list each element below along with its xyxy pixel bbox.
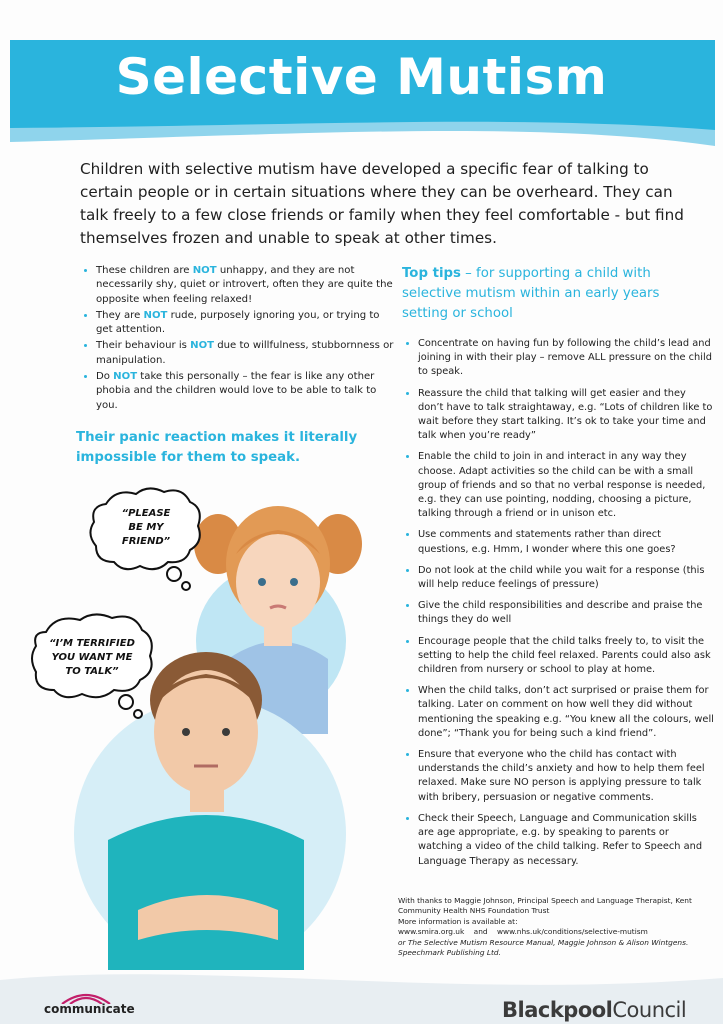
link-smira[interactable]: www.smira.org.uk <box>398 927 465 937</box>
fact-item: • Their behaviour is NOT due to willfulness, stubbornness or manipulation. <box>96 339 396 368</box>
boy-bubble-line: “I’M TERRIFIED <box>49 638 135 649</box>
communicate-logo-text: communicate <box>44 1002 135 1016</box>
credits-links: www.smira.org.uk and www.nhs.uk/conditions/selective-mutism <box>398 927 648 937</box>
fact-item: • These children are NOT unhappy, and they are not necessarily shy, quiet or introvert, often they are quite the opposite when feeling relaxed! <box>96 264 396 307</box>
intro-paragraph: Children with selective mutism have developed a specific fear of talking to certain people or in certain situations where they can be overheard. They can talk freely to a few close friends or family when they feel comfortable - but find themselves frozen and unable to speak at other times. <box>80 160 684 247</box>
tip-item: • Use comments and statements rather than direct questions, e.g. Hmm, I wonder where this one goes? <box>418 528 714 556</box>
credits <box>398 896 708 958</box>
link-nhs[interactable]: www.nhs.uk/conditions/selective-mutism <box>496 927 648 937</box>
girl-bubble-line: BE MY <box>128 522 164 533</box>
tip-item: • Encourage people that the child talks freely to, to visit the setting to help the child feel relaxed. Parents could also ask children from nursery or school to play at home. <box>418 635 714 678</box>
tip-item: • Enable the child to join in and interact in any way they choose. Adapt activities so the child can be with a small group of friends and so that no verbal response is needed, e.g. they can use pointing, nodding, choosing a picture, talking through a friend or in unison etc. <box>418 450 714 521</box>
girl-bubble-line: FRIEND” <box>121 536 171 547</box>
boy-bubble-line: TO TALK” <box>65 666 119 677</box>
tips-list <box>402 337 714 876</box>
tip-item: • Check their Speech, Language and Communication skills are age appropriate, e.g. by speaking to parents or watching a video of the child talking. Refer to Speech and Language Therapy as necessary. <box>418 812 714 869</box>
boy-bubble-line: YOU WANT ME <box>51 652 133 663</box>
banner-wave <box>10 112 715 152</box>
girl-bubble-line: “PLEASE <box>121 508 171 519</box>
tip-item: • Reassure the child that talking will get easier and they don’t have to talk straightaway, e.g. “Lots of children like to wait before they start talking. It’s ok to take your time and talk when you’re ready” <box>418 387 714 444</box>
credits-resource-manual: or The Selective Mutism Resource Manual, Maggie Johnson & Alison Wintgens. Speechmark Publishing Ltd. <box>398 937 689 958</box>
panic-statement: Their panic reaction makes it literally impossible for them to speak. <box>76 430 358 465</box>
tip-item: • When the child talks, don’t act surprised or praise them for talking. Later on comment on how well they did without mentioning the speaking e.g. “You knew all the colours, well done”; “Thank you for being such a kind friend”. <box>418 684 714 741</box>
tip-item: • Concentrate on having fun by following the child’s lead and joining in with their play – remove ALL pressure on the child to speak. <box>418 337 714 380</box>
page-title: Selective Mutism <box>115 48 608 106</box>
credits-thanks: With thanks to Maggie Johnson, Principal Speech and Language Therapist, Kent Community Health NHS Foundation Trust <box>398 896 692 916</box>
tips-heading: Top tips – for supporting a child with selective mutism within an early years setting or school <box>402 266 660 321</box>
tip-item: • Ensure that everyone who the child has contact with understands the child’s anxiety and how to help them feel relaxed. Make sure NO person is applying pressure to talk with bribery, persuasion or negative comments. <box>418 748 714 805</box>
blackpool-council-logo: BlackpoolCouncil <box>502 998 687 1022</box>
tip-item: • Give the child responsibilities and describe and praise the things they do well <box>418 599 714 627</box>
facts-list <box>78 264 396 415</box>
credits-more-info: More information is available at: <box>398 916 518 926</box>
boy-speech-bubble <box>28 610 158 720</box>
fact-item: • Do NOT take this personally – the fear is like any other phobia and the children would love to be able to talk to you. <box>96 370 396 413</box>
girl-speech-bubble <box>86 484 206 594</box>
tip-item: • Do not look at the child while you wait for a response (this will help reduce feelings of pressure) <box>418 564 714 592</box>
fact-item: • They are NOT rude, purposely ignoring you, or trying to get attention. <box>96 309 396 338</box>
